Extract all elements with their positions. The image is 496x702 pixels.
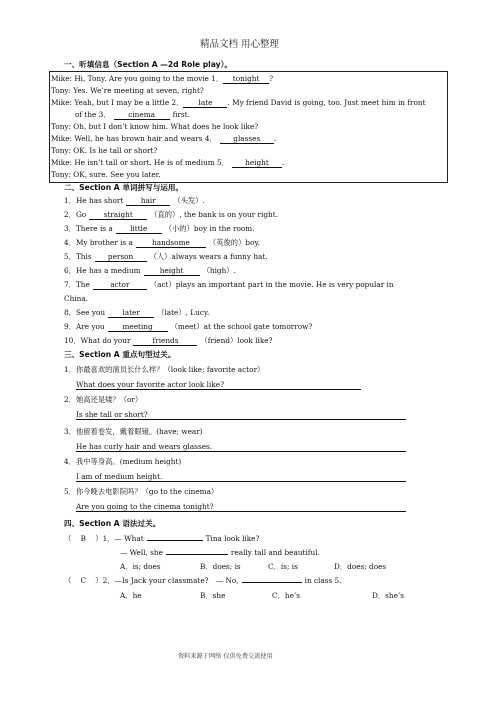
- answer-key: C: [80, 576, 87, 585]
- answer-blank: person: [95, 253, 147, 262]
- section-4-title: 四、Section A 语法过关。: [64, 519, 161, 528]
- grammar-question-1-line2: — Well, she really tall and beautiful.: [120, 548, 320, 557]
- dialogue-line: Tony: Oh, but I don’t know him. What does he look like?: [51, 122, 259, 131]
- dialogue-line: Tony: OK, sure. See you later.: [51, 170, 161, 179]
- translation-answer: What does your favorite actor look like?: [76, 381, 361, 390]
- dialogue-line: Mike: Yeah, but I may be a little 2． late . My friend David is going, too. Just meet him in front: [51, 98, 426, 107]
- answer-blank: cinema: [114, 111, 170, 120]
- option-b[interactable]: B．she: [200, 591, 226, 600]
- dialogue-line: Mike: Well, he has brown hair and wears 4． glasses .: [51, 134, 277, 143]
- answer-blank: height: [144, 267, 200, 276]
- answer-blank: meeting: [108, 323, 168, 332]
- spelling-item: 4．My brother is a handsome （英俊的）boy.: [64, 238, 260, 247]
- spelling-item-continued: China.: [64, 294, 88, 303]
- spelling-item: 1．He has short hair （头发）.: [64, 196, 205, 205]
- spelling-item: 8．See you later （late）, Lucy.: [64, 308, 210, 317]
- answer-blank: friends: [133, 337, 197, 346]
- answer-blank: handsome: [136, 239, 206, 248]
- option-a[interactable]: A．he: [120, 591, 142, 600]
- section-3-title: 三、Section A 重点句型过关。: [64, 350, 176, 359]
- page-footer: 资料来源于网络 仅供免费交流使用: [178, 653, 273, 660]
- translation-question: 2．她高还是矮？（or）: [64, 395, 143, 404]
- spelling-item: 10．What do your friends （friend）look like?: [64, 336, 273, 345]
- answer-blank: late: [183, 99, 227, 108]
- option-c[interactable]: C．he’s: [272, 591, 300, 600]
- answer-blank: hair: [126, 197, 170, 206]
- answer-blank: later: [108, 309, 154, 318]
- answer-blank: glasses: [220, 135, 274, 144]
- spelling-item: 5．This person （人）always wears a funny hat.: [64, 252, 268, 261]
- option-d[interactable]: D．she’s: [372, 591, 404, 600]
- dialogue-line: of the 3． cinema first.: [75, 110, 190, 119]
- translation-answer: He has curly hair and wears glasses.: [76, 443, 406, 452]
- answer-key: B: [80, 534, 86, 543]
- section-2-title: 二、Section A 单词拼写与运用。: [64, 183, 184, 192]
- answer-blank: [147, 540, 203, 541]
- page-header: 精品文档 用心整理: [200, 39, 280, 50]
- translation-answer: Are you going to the cinema tonight?: [76, 503, 406, 512]
- answer-blank: actor: [93, 281, 147, 290]
- answer-blank: [166, 554, 228, 555]
- option-d[interactable]: D．does; does: [334, 562, 387, 571]
- option-b[interactable]: B．does; is: [200, 562, 241, 571]
- dialogue-line: Tony: Yes. We’re meeting at seven, right?: [51, 86, 204, 95]
- spelling-item: 6．He has a medium height （high）.: [64, 266, 236, 275]
- translation-question: 5．你今晚去电影院吗？（go to the cinema）: [64, 487, 219, 496]
- option-c[interactable]: C．is; is: [268, 562, 298, 571]
- spelling-item: 9．Are you meeting （meet）at the school gate tomorrow?: [64, 322, 313, 331]
- dialogue-line: Mike: Hi, Tony. Are you going to the movie 1． tonight ?: [51, 74, 274, 83]
- translation-question: 1．你最喜欢的演员长什么样？（look like; favorite actor）: [64, 365, 265, 374]
- answer-blank: height: [232, 159, 282, 168]
- dialogue-line: Mike: He isn’t tall or short. He is of medium 5． height .: [51, 158, 285, 167]
- answer-blank: straight: [89, 211, 147, 220]
- translation-answer: I am of medium height.: [76, 473, 406, 482]
- dialogue-line: Tony: OK. Is he tall or short?: [51, 146, 158, 155]
- spelling-item: 2．Go straight （直的）, the bank is on your right.: [64, 210, 279, 219]
- answer-blank: tonight: [223, 75, 269, 84]
- answer-blank: little: [116, 225, 162, 234]
- option-a[interactable]: A．is; does: [120, 562, 161, 571]
- section-1-title: 一、听填信息（Section A —2d Role play）。: [64, 60, 232, 69]
- translation-answer: Is she tall or short?: [76, 411, 406, 420]
- grammar-question-2: （ C ）2．—Is Jack your classmate? — No, in class 5.: [64, 576, 342, 585]
- translation-question: 4．我中等身高。(medium height): [64, 457, 182, 466]
- spelling-item: 7．The actor （act）plays an important part in the movie. He is very popular in: [64, 280, 394, 289]
- grammar-question-1: （ B ）1．— What Tina look like?: [64, 534, 260, 543]
- spelling-item: 3．There is a little （小的）boy in the room.: [64, 224, 255, 233]
- answer-blank: [242, 582, 302, 583]
- translation-question: 3．他留着卷发，戴着眼镜。(have; wear): [64, 427, 203, 436]
